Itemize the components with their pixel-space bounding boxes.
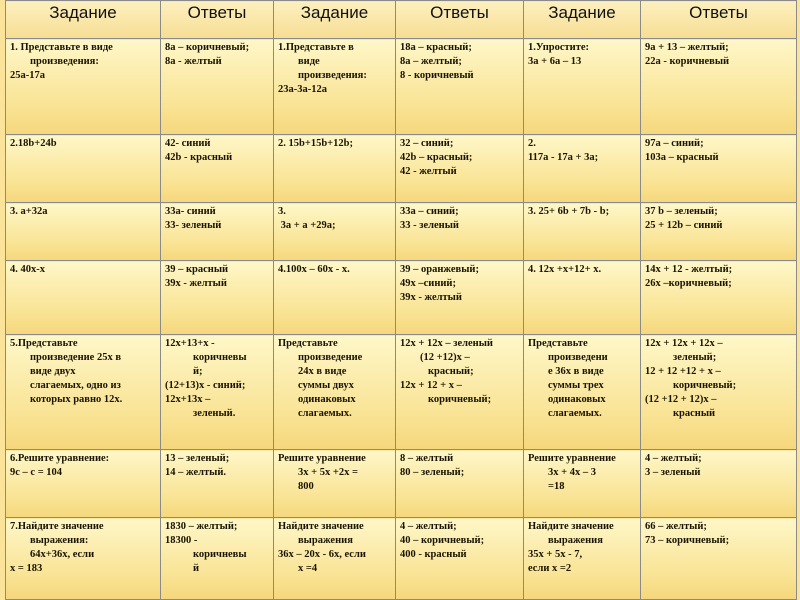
table-row xyxy=(6,518,797,600)
task-cell: 1.Представьте в виде произведения: 23a-3a-12a xyxy=(274,39,396,135)
answer-cell: 18a – красный; 8a – желтый; 8 - коричневый xyxy=(396,39,524,135)
answer-cell: 1830 – желтый; 18300 - коричневы й xyxy=(161,518,274,600)
table-row xyxy=(6,261,797,335)
task-cell: 1. Представьте в виде произведения: 25a-17a xyxy=(6,39,161,135)
answer-cell: 39 – красный 39x - желтый xyxy=(161,261,274,335)
task-cell: 3. 25+ 6b + 7b - b; xyxy=(524,203,641,261)
task-cell: 3. a+32a xyxy=(6,203,161,261)
header-answers: Ответы xyxy=(161,1,274,39)
header-task: Задание xyxy=(274,1,396,39)
header-answers: Ответы xyxy=(641,1,797,39)
task-cell: 4.100x – 60x - x. xyxy=(274,261,396,335)
task-cell: Решите уравнение 3x + 4x – 3 =18 xyxy=(524,450,641,518)
task-cell: Представьте произведени е 36x в виде суммы трех одинаковых слагаемых. xyxy=(524,335,641,450)
answer-cell: 12x + 12x – зеленый (12 +12)x – красный; 12x + 12 + x – коричневый; xyxy=(396,335,524,450)
task-cell: 4. 40x-x xyxy=(6,261,161,335)
answer-cell: 4 – желтый; 40 – коричневый; 400 - красный xyxy=(396,518,524,600)
table-row xyxy=(6,39,797,135)
answer-cell: 4 – желтый; 3 – зеленый xyxy=(641,450,797,518)
answer-cell: 14x + 12 - желтый; 26x –коричневый; xyxy=(641,261,797,335)
task-cell: Представьте произведение 24x в виде суммы двух одинаковых слагаемых. xyxy=(274,335,396,450)
answer-cell: 8 – желтый 80 – зеленый; xyxy=(396,450,524,518)
answer-cell: 8a – коричневый; 8a - желтый xyxy=(161,39,274,135)
answer-cell: 37 b – зеленый; 25 + 12b – синий xyxy=(641,203,797,261)
header-row xyxy=(6,1,797,39)
answer-cell: 66 – желтый; 73 – коричневый; xyxy=(641,518,797,600)
task-table xyxy=(5,0,797,600)
task-cell: 3. 3a + a +29a; xyxy=(274,203,396,261)
task-cell: Решите уравнение 3x + 5x +2x = 800 xyxy=(274,450,396,518)
task-cell: 2.18b+24b xyxy=(6,135,161,203)
task-cell: Найдите значение выражения 36x – 20x - 6x, если x =4 xyxy=(274,518,396,600)
answer-cell: 9a + 13 – желтый; 22a - коричневый xyxy=(641,39,797,135)
task-cell: Найдите значение выражения 35x + 5x - 7, если x =2 xyxy=(524,518,641,600)
answer-cell: 12x+13+x - коричневы й; (12+13)x - синий; 12x+13x – зеленый. xyxy=(161,335,274,450)
task-cell: 2. 117a - 17a + 3a; xyxy=(524,135,641,203)
task-cell: 4. 12x +x+12+ x. xyxy=(524,261,641,335)
answer-cell: 13 – зеленый; 14 – желтый. xyxy=(161,450,274,518)
task-cell: 6.Решите уравнение: 9c – c = 104 xyxy=(6,450,161,518)
table-row xyxy=(6,335,797,450)
answer-cell: 97a – синий; 103a – красный xyxy=(641,135,797,203)
task-cell: 2. 15b+15b+12b; xyxy=(274,135,396,203)
table-row xyxy=(6,450,797,518)
answer-cell: 32 – синий; 42b – красный; 42 - желтый xyxy=(396,135,524,203)
task-cell: 1.Упростите: 3a + 6a – 13 xyxy=(524,39,641,135)
header-task: Задание xyxy=(524,1,641,39)
table-row xyxy=(6,135,797,203)
task-cell: 7.Найдите значение выражения: 64x+36x, если x = 183 xyxy=(6,518,161,600)
header-answers: Ответы xyxy=(396,1,524,39)
header-task: Задание xyxy=(6,1,161,39)
answer-cell: 12x + 12x + 12x – зеленый; 12 + 12 +12 + x – коричневый; (12 +12 + 12)x – красный xyxy=(641,335,797,450)
table-row xyxy=(6,203,797,261)
answer-cell: 33a – синий; 33 - зеленый xyxy=(396,203,524,261)
answer-cell: 39 – оранжевый; 49x –синий; 39x - желтый xyxy=(396,261,524,335)
answer-cell: 42- синий 42b - красный xyxy=(161,135,274,203)
answer-cell: 33a- синий 33- зеленый xyxy=(161,203,274,261)
task-cell: 5.Представьте произведение 25x в виде двух слагаемых, одно из которых равно 12x. xyxy=(6,335,161,450)
